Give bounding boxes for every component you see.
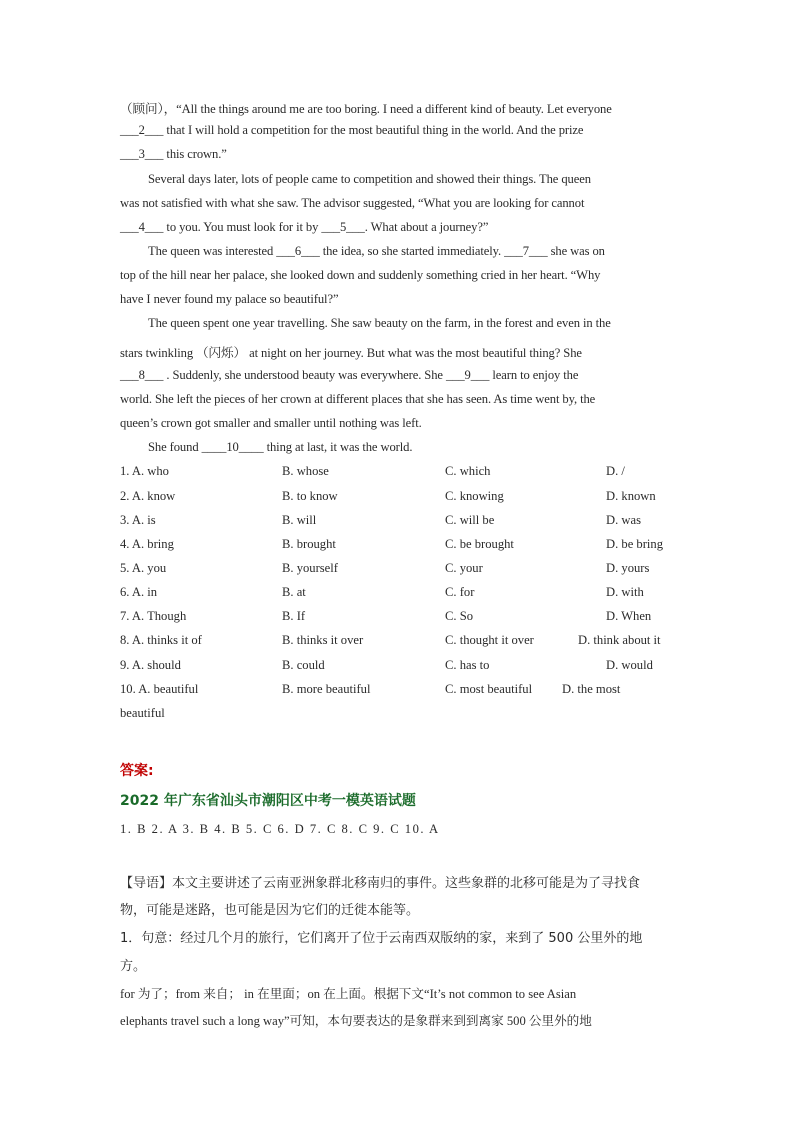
passage-line: ___8___ . Suddenly, she understood beauty was everywhere. She ___9___ learn to enjoy the — [120, 368, 579, 382]
option-a: 4. A. bring — [120, 537, 174, 551]
option-a: 3. A. is — [120, 513, 156, 527]
explanation-line: 物，可能是迷路，也可能是因为它们的迁徙本能等。 — [120, 903, 420, 918]
option-d: D. be bring — [606, 537, 664, 551]
passage-line: stars twinkling （闪烁） at night on her journey. But what was the most beautiful thing? She — [120, 346, 582, 360]
answer-label: 答案: — [120, 763, 154, 779]
option-d: D. was — [606, 513, 641, 527]
passage-line: have I never found my palace so beautiful?” — [120, 292, 339, 306]
option-d: D. known — [606, 489, 656, 503]
option-c: C. thought it over — [445, 633, 534, 647]
option-d: D. would — [606, 658, 653, 672]
option-d: D. When — [606, 609, 652, 623]
option-c: C. for — [445, 585, 475, 599]
passage-line: was not satisfied with what she saw. The advisor suggested, “What you are looking for cannot — [120, 196, 585, 210]
passage-line: The queen spent one year travelling. She saw beauty on the farm, in the forest and even in the — [148, 316, 611, 330]
passage-line: ___3___ this crown.” — [120, 147, 227, 161]
option-b: B. whose — [282, 464, 329, 478]
option-a: 1. A. who — [120, 464, 169, 478]
option-c: C. will be — [445, 513, 495, 527]
passage-line: （顾问），“All the things around me are too boring. I need a different kind of beauty. Let everyone — [120, 102, 612, 116]
explanation-line: for 为了；from 来自； in 在里面；on 在上面。根据下文“It’s not common to see Asian — [120, 987, 577, 1001]
option-continuation: beautiful — [120, 706, 165, 720]
option-a: 5. A. you — [120, 561, 167, 575]
passage-line: ___4___ to you. You must look for it by ___5___. What about a journey?” — [120, 220, 489, 234]
option-a: 8. A. thinks it of — [120, 633, 202, 647]
option-a: 10. A. beautiful — [120, 682, 199, 696]
option-a: 2. A. know — [120, 489, 176, 503]
passage-line: The queen was interested ___6___ the idea, so she started immediately. ___7___ she was on — [148, 244, 605, 258]
option-c: C. most beautiful — [445, 682, 533, 696]
passage-line: ___2___ that I will hold a competition for the most beautiful thing in the world. And the prize — [120, 123, 584, 137]
option-c: C. be brought — [445, 537, 514, 551]
option-c: C. So — [445, 609, 473, 623]
explanation-line: 方。 — [120, 959, 147, 974]
option-b: B. yourself — [282, 561, 338, 575]
passage-line: queen’s crown got smaller and smaller until nothing was left. — [120, 416, 422, 430]
option-b: B. thinks it over — [282, 633, 364, 647]
option-b: B. at — [282, 585, 306, 599]
answer-keys: 1. B 2. A 3. B 4. B 5. C 6. D 7. C 8. C 9. C 10. A — [120, 822, 440, 836]
explanation-line: 1．句意：经过几个月的旅行，它们离开了位于云南西双版纳的家，来到了 500 公里外的地 — [120, 931, 643, 946]
option-d: D. the most — [562, 682, 621, 696]
option-b: B. to know — [282, 489, 338, 503]
option-b: B. If — [282, 609, 306, 623]
option-c: C. your — [445, 561, 483, 575]
option-b: B. will — [282, 513, 317, 527]
option-a: 9. A. should — [120, 658, 181, 672]
option-c: C. has to — [445, 658, 490, 672]
passage-line: world. She left the pieces of her crown at different places that she has seen. As time went by, the — [120, 392, 596, 406]
option-c: C. knowing — [445, 489, 504, 503]
option-a: 6. A. in — [120, 585, 158, 599]
option-d: D. / — [606, 464, 625, 478]
option-b: B. more beautiful — [282, 682, 371, 696]
option-c: C. which — [445, 464, 491, 478]
passage-line: Several days later, lots of people came to competition and showed their things. The queen — [148, 172, 591, 186]
option-d: D. yours — [606, 561, 650, 575]
passage-line: top of the hill near her palace, she looked down and suddenly something cried in her heart. “Why — [120, 268, 601, 282]
option-b: B. could — [282, 658, 325, 672]
explanation-line: elephants travel such a long way”可知，本句要表达的是象群来到到离家 500 公里外的地 — [120, 1014, 592, 1028]
option-a: 7. A. Though — [120, 609, 187, 623]
explanation-line: 【导语】本文主要讲述了云南亚洲象群北移南归的事件。这些象群的北移可能是为了寻找食 — [120, 876, 641, 891]
option-d: D. with — [606, 585, 644, 599]
option-d: D. think about it — [578, 633, 661, 647]
passage-line: She found ____10____ thing at last, it was the world. — [148, 440, 413, 454]
option-b: B. brought — [282, 537, 336, 551]
answer-title: 2022 年广东省汕头市潮阳区中考一模英语试题 — [120, 793, 416, 809]
